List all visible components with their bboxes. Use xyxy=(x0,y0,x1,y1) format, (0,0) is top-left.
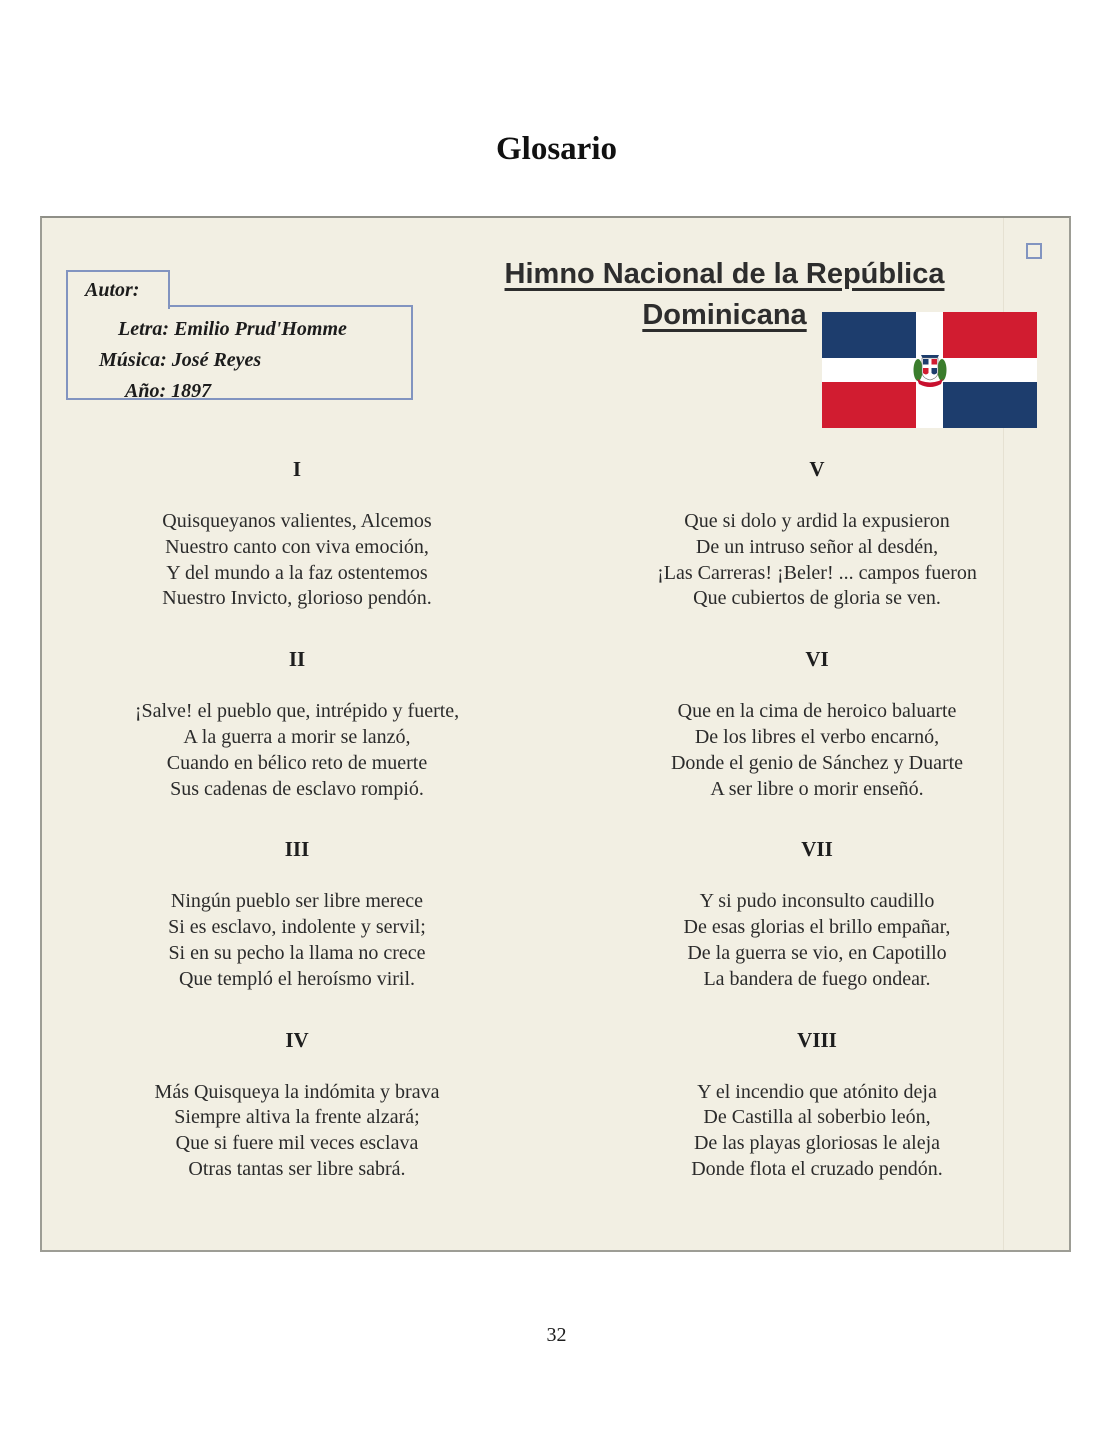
dominican-flag-image[interactable] xyxy=(822,312,1037,428)
verse-line: Siempre altiva la frente alzará; xyxy=(174,1106,420,1129)
verse-line: Que cubiertos de gloria se ven. xyxy=(693,587,941,610)
author-musica-line: Música: José Reyes xyxy=(99,349,262,371)
coat-of-arms-icon xyxy=(910,352,950,388)
verse-number: VII xyxy=(801,837,833,862)
verses-column-left xyxy=(77,458,517,1219)
verse-line: A ser libre o morir enseñó. xyxy=(710,777,924,800)
verses-columns xyxy=(77,458,1037,1219)
verse-line: Si en su pecho la llama no crece xyxy=(168,941,426,964)
verse-line: ¡Las Carreras! ¡Beler! ... campos fueron xyxy=(657,561,977,584)
flag-quadrant-red-bl xyxy=(822,382,916,428)
verse-line: De la guerra se vio, en Capotillo xyxy=(687,941,947,964)
verse-line: Que templó el heroísmo viril. xyxy=(178,967,416,990)
author-box-legend: Autor: xyxy=(66,270,170,309)
anthem-text-box xyxy=(40,216,1071,1252)
verse-line: Cuando en bélico reto de muerte xyxy=(166,751,428,774)
flag-quadrant-red-tr xyxy=(943,312,1037,358)
verses-column-right xyxy=(597,458,1037,1219)
verse-number: III xyxy=(284,837,310,862)
flag-quadrant-blue-br xyxy=(943,382,1037,428)
verse-line: ¡Salve! el pueblo que, intrépido y fuerte, xyxy=(134,700,460,723)
verse-line: Donde el genio de Sánchez y Duarte xyxy=(670,751,964,774)
verse-block-5 xyxy=(597,458,1037,612)
verse-line: Que si fuere mil veces esclava xyxy=(175,1132,419,1155)
verse-block-7 xyxy=(597,838,1037,992)
verse-block-2 xyxy=(77,648,517,802)
page-title: Glosario xyxy=(496,131,617,167)
verse-line: Y del mundo a la faz ostentemos xyxy=(166,561,428,584)
verse-line: Que si dolo y ardid la expusieron xyxy=(684,510,950,532)
verse-number: I xyxy=(292,457,302,481)
verse-number: IV xyxy=(285,1027,309,1052)
verse-block-3 xyxy=(77,838,517,992)
verse-line: Nuestro Invicto, glorioso pendón. xyxy=(162,587,432,610)
verse-line: La bandera de fuego ondear. xyxy=(703,967,931,990)
verse-line: Donde flota el cruzado pendón. xyxy=(691,1157,943,1180)
verse-line: Que en la cima de heroico baluarte xyxy=(677,700,957,723)
verse-block-1 xyxy=(77,458,517,612)
verse-line: Nuestro canto con viva emoción, xyxy=(165,535,429,558)
verse-line: Sus cadenas de esclavo rompió. xyxy=(170,777,424,800)
verse-block-6 xyxy=(597,648,1037,802)
author-info-box xyxy=(66,279,413,402)
verse-block-4 xyxy=(77,1029,517,1183)
verse-number: VIII xyxy=(797,1027,837,1052)
verse-number: II xyxy=(288,647,306,672)
verse-line: De Castilla al soberbio león, xyxy=(703,1106,931,1129)
verse-line: Quisqueyanos valientes, Alcemos xyxy=(162,510,432,532)
author-year-line: Año: 1897 xyxy=(125,380,212,402)
verse-number: VI xyxy=(805,647,829,672)
verse-line: Más Quisqueya la indómita y brava xyxy=(154,1080,440,1103)
author-letra-line: Letra: Emilio Prud'Homme xyxy=(118,318,347,340)
verse-line: Y el incendio que atónito deja xyxy=(697,1080,937,1103)
verse-line: De los libres el verbo encarnó, xyxy=(694,725,940,748)
object-anchor-handle[interactable] xyxy=(1026,243,1042,259)
verse-line: Otras tantas ser libre sabrá. xyxy=(188,1157,406,1180)
verse-line: A la guerra a morir se lanzó, xyxy=(183,725,411,748)
anthem-title: Himno Nacional de la República Dominicana xyxy=(504,258,945,331)
verse-block-8 xyxy=(597,1029,1037,1183)
verse-line: Si es esclavo, indolente y servil; xyxy=(168,916,426,939)
verse-line: De un intruso señor al desdén, xyxy=(695,535,939,558)
flag-quadrant-blue-tl xyxy=(822,312,916,358)
page-number: 32 xyxy=(546,1324,567,1346)
verse-line: De esas glorias el brillo empañar, xyxy=(683,916,951,939)
verse-line: De las playas gloriosas le aleja xyxy=(693,1132,941,1155)
verse-line: Ningún pueblo ser libre merece xyxy=(170,890,424,913)
verse-number: V xyxy=(809,457,825,481)
verse-line: Y si pudo inconsulto caudillo xyxy=(699,890,935,913)
